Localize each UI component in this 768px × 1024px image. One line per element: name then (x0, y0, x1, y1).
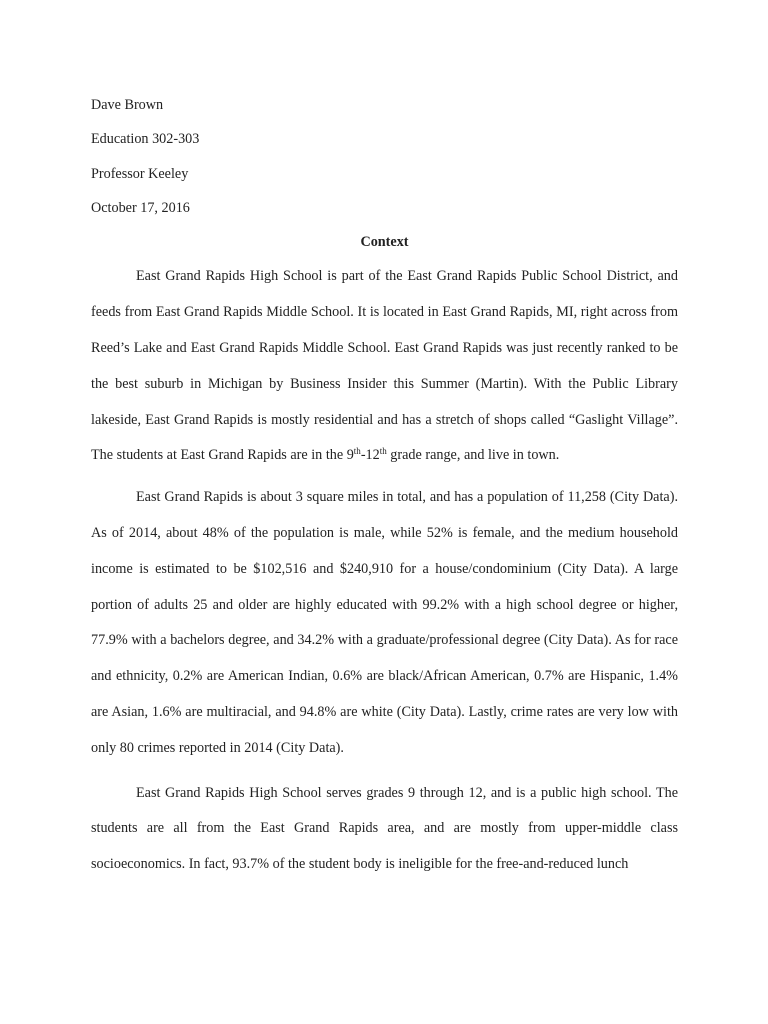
paragraph-school-overview (91, 259, 678, 474)
superscript-ordinal: th (379, 446, 387, 457)
professor-name: Professor Keeley (91, 165, 189, 182)
section-title: Context (360, 234, 409, 251)
course-name: Education 302-303 (91, 131, 200, 148)
paragraph-demographics: East Grand Rapids is about 3 square miles in total, and has a population of 11,258 (City Data). As of 2014, about 48% of the population is male, while 52% is female, and the medium household income is estimated to be $102,516 and $240,910 for a house/condominium (City Data). A large portion of adults 25 and older are highly educated with 99.2% with a high school degree or higher, 77.9% with a bachelors degree, and 34.2% with a graduate/professional degree (City Data). As for race and ethnicity, 0.2% are American Indian, 0.6% are black/African American, 0.7% are Hispanic, 1.4% are Asian, 1.6% are multiracial, and 94.8% are white (City Data). Lastly, crime rates are very low with only 80 crimes reported in 2014 (City Data). (91, 489, 678, 756)
document-page (91, 88, 678, 883)
paragraph-text: grade range, and live in town. (386, 447, 560, 464)
document-date: October 17, 2016 (91, 199, 190, 216)
paragraph-text: East Grand Rapids High School is part of the East Grand Rapids Public School District, and feeds from East Grand Rapids Middle School. It is located in East Grand Rapids, MI, right across from Reed’s Lake and East Grand Rapids Middle School. East Grand Rapids was just recently ranked to be the best suburb in Michigan by Business Insider this Summer (Martin). With the Public Library lakeside, East Grand Rapids is mostly residential and has a stretch of shops called “Gaslight Village”. The students at East Grand Rapids are in the 9 (91, 268, 678, 464)
paragraph-text: -12 (360, 447, 380, 464)
superscript-ordinal: th (353, 446, 361, 457)
paragraph-student-body: East Grand Rapids High School serves grades 9 through 12, and is a public high school. The students are all from the East Grand Rapids area, and are mostly from upper-middle class socioeconomics. In fact, 93.7% of the student body is ineligible for the free-and-reduced lunch (91, 784, 678, 873)
author-name: Dave Brown (91, 97, 164, 113)
